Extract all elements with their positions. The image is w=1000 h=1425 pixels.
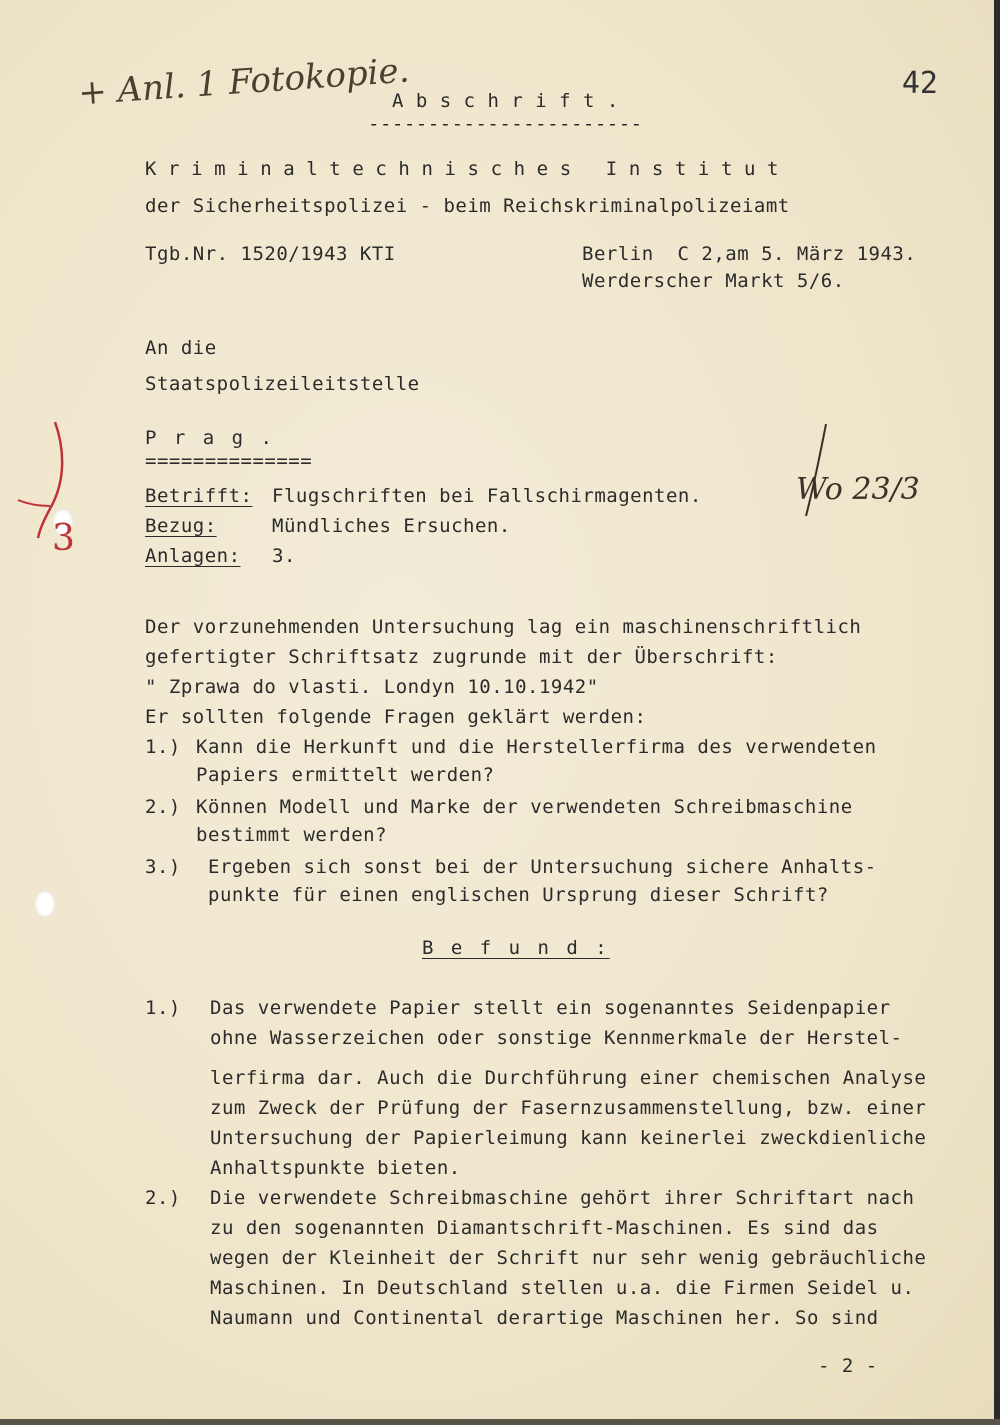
- finding-line: Naumann und Continental derartige Maschinen her. So sind: [210, 1307, 879, 1329]
- finding-line: Die verwendete Schreibmaschine gehört ihrer Schriftart nach: [210, 1187, 915, 1209]
- place-date: Berlin C 2,am 5. März 1943.: [582, 243, 917, 265]
- question-line: Können Modell und Marke der verwendeten Schreibmaschine: [196, 796, 853, 818]
- handwritten-note: + Anl. 1 Fotokopie.: [77, 50, 411, 114]
- bezug-label: Bezug:: [145, 515, 217, 537]
- betrifft-label: Betrifft:: [145, 485, 253, 507]
- page-edge-bottom: [0, 1419, 1000, 1425]
- intro-line-4: Er sollten folgende Fragen geklärt werden:: [145, 706, 647, 728]
- handwritten-initials: Wo 23/3: [796, 472, 920, 507]
- anlagen-label: Anlagen:: [145, 545, 241, 567]
- bezug-value: Mündliches Ersuchen.: [272, 515, 511, 537]
- intro-line-1: Der vorzunehmenden Untersuchung lag ein maschinenschriftlich: [145, 616, 862, 638]
- question-line: Kann die Herkunft und die Herstellerfirma des verwendeten: [196, 736, 877, 758]
- betrifft-value: Flugschriften bei Fallschirmagenten.: [272, 485, 702, 507]
- recipient-line1: An die: [145, 337, 217, 359]
- question-number: 3.): [145, 856, 181, 878]
- street-address: Werderscher Markt 5/6.: [582, 270, 845, 292]
- question-line: Papiers ermittelt werden?: [196, 764, 495, 786]
- finding-line: wegen der Kleinheit der Schrift nur sehr wenig gebräuchliche: [210, 1247, 927, 1269]
- befund-heading: B e f u n d :: [422, 937, 610, 959]
- finding-line: lerfirma dar. Auch die Durchführung einer chemischen Analyse: [210, 1067, 927, 1089]
- finding-line: Maschinen. In Deutschland stellen u.a. die Firmen Seidel u.: [210, 1277, 915, 1299]
- intro-line-3: " Zprawa do vlasti. Londyn 10.10.1942": [145, 676, 599, 698]
- question-number: 2.): [145, 796, 181, 818]
- question-line: punkte für einen englischen Ursprung dieser Schrift?: [208, 884, 829, 906]
- finding-line: Das verwendete Papier stellt ein sogenanntes Seidenpapier: [210, 997, 891, 1019]
- page-edge-right: [994, 0, 1000, 1425]
- red-margin-digit: 3: [52, 518, 75, 559]
- finding-line: zu den sogenannten Diamantschrift-Maschinen. Es sind das: [210, 1217, 879, 1239]
- punch-hole-lower: [34, 890, 56, 918]
- finding-line: Untersuchung der Papierleimung kann keinerlei zweckdienliche: [210, 1127, 927, 1149]
- finding-number: 2.): [145, 1187, 181, 1209]
- finding-line: Anhaltspunkte bieten.: [210, 1157, 461, 1179]
- recipient-city-rule: ==============: [145, 450, 313, 472]
- institute-name: Kriminaltechnisches Institut: [145, 158, 791, 180]
- recipient-line2: Staatspolizeileitstelle: [145, 373, 420, 395]
- question-number: 1.): [145, 736, 181, 758]
- anlagen-value: 3.: [272, 545, 296, 567]
- footer-page-indicator: - 2 -: [818, 1355, 878, 1377]
- finding-number: 1.): [145, 997, 181, 1019]
- page-number: 42: [901, 66, 938, 101]
- finding-line: zum Zweck der Prüfung der Fasernzusammenstellung, bzw. einer: [210, 1097, 927, 1119]
- intro-line-2: gefertigter Schriftsatz zugrunde mit der Überschrift:: [145, 646, 778, 668]
- question-line: bestimmt werden?: [196, 824, 388, 846]
- recipient-city: P r a g .: [145, 427, 275, 449]
- institute-subtitle: der Sicherheitspolizei - beim Reichskriminalpolizeiamt: [145, 195, 790, 217]
- question-line: Ergeben sich sonst bei der Untersuchung sichere Anhalts-: [208, 856, 877, 878]
- document-title: A b s c h r i f t .: [392, 90, 619, 112]
- journal-number: Tgb.Nr. 1520/1943 KTI: [145, 243, 396, 265]
- finding-line: ohne Wasserzeichen oder sonstige Kennmerkmale der Herstel-: [210, 1027, 903, 1049]
- title-rule: -----------------------: [368, 113, 643, 135]
